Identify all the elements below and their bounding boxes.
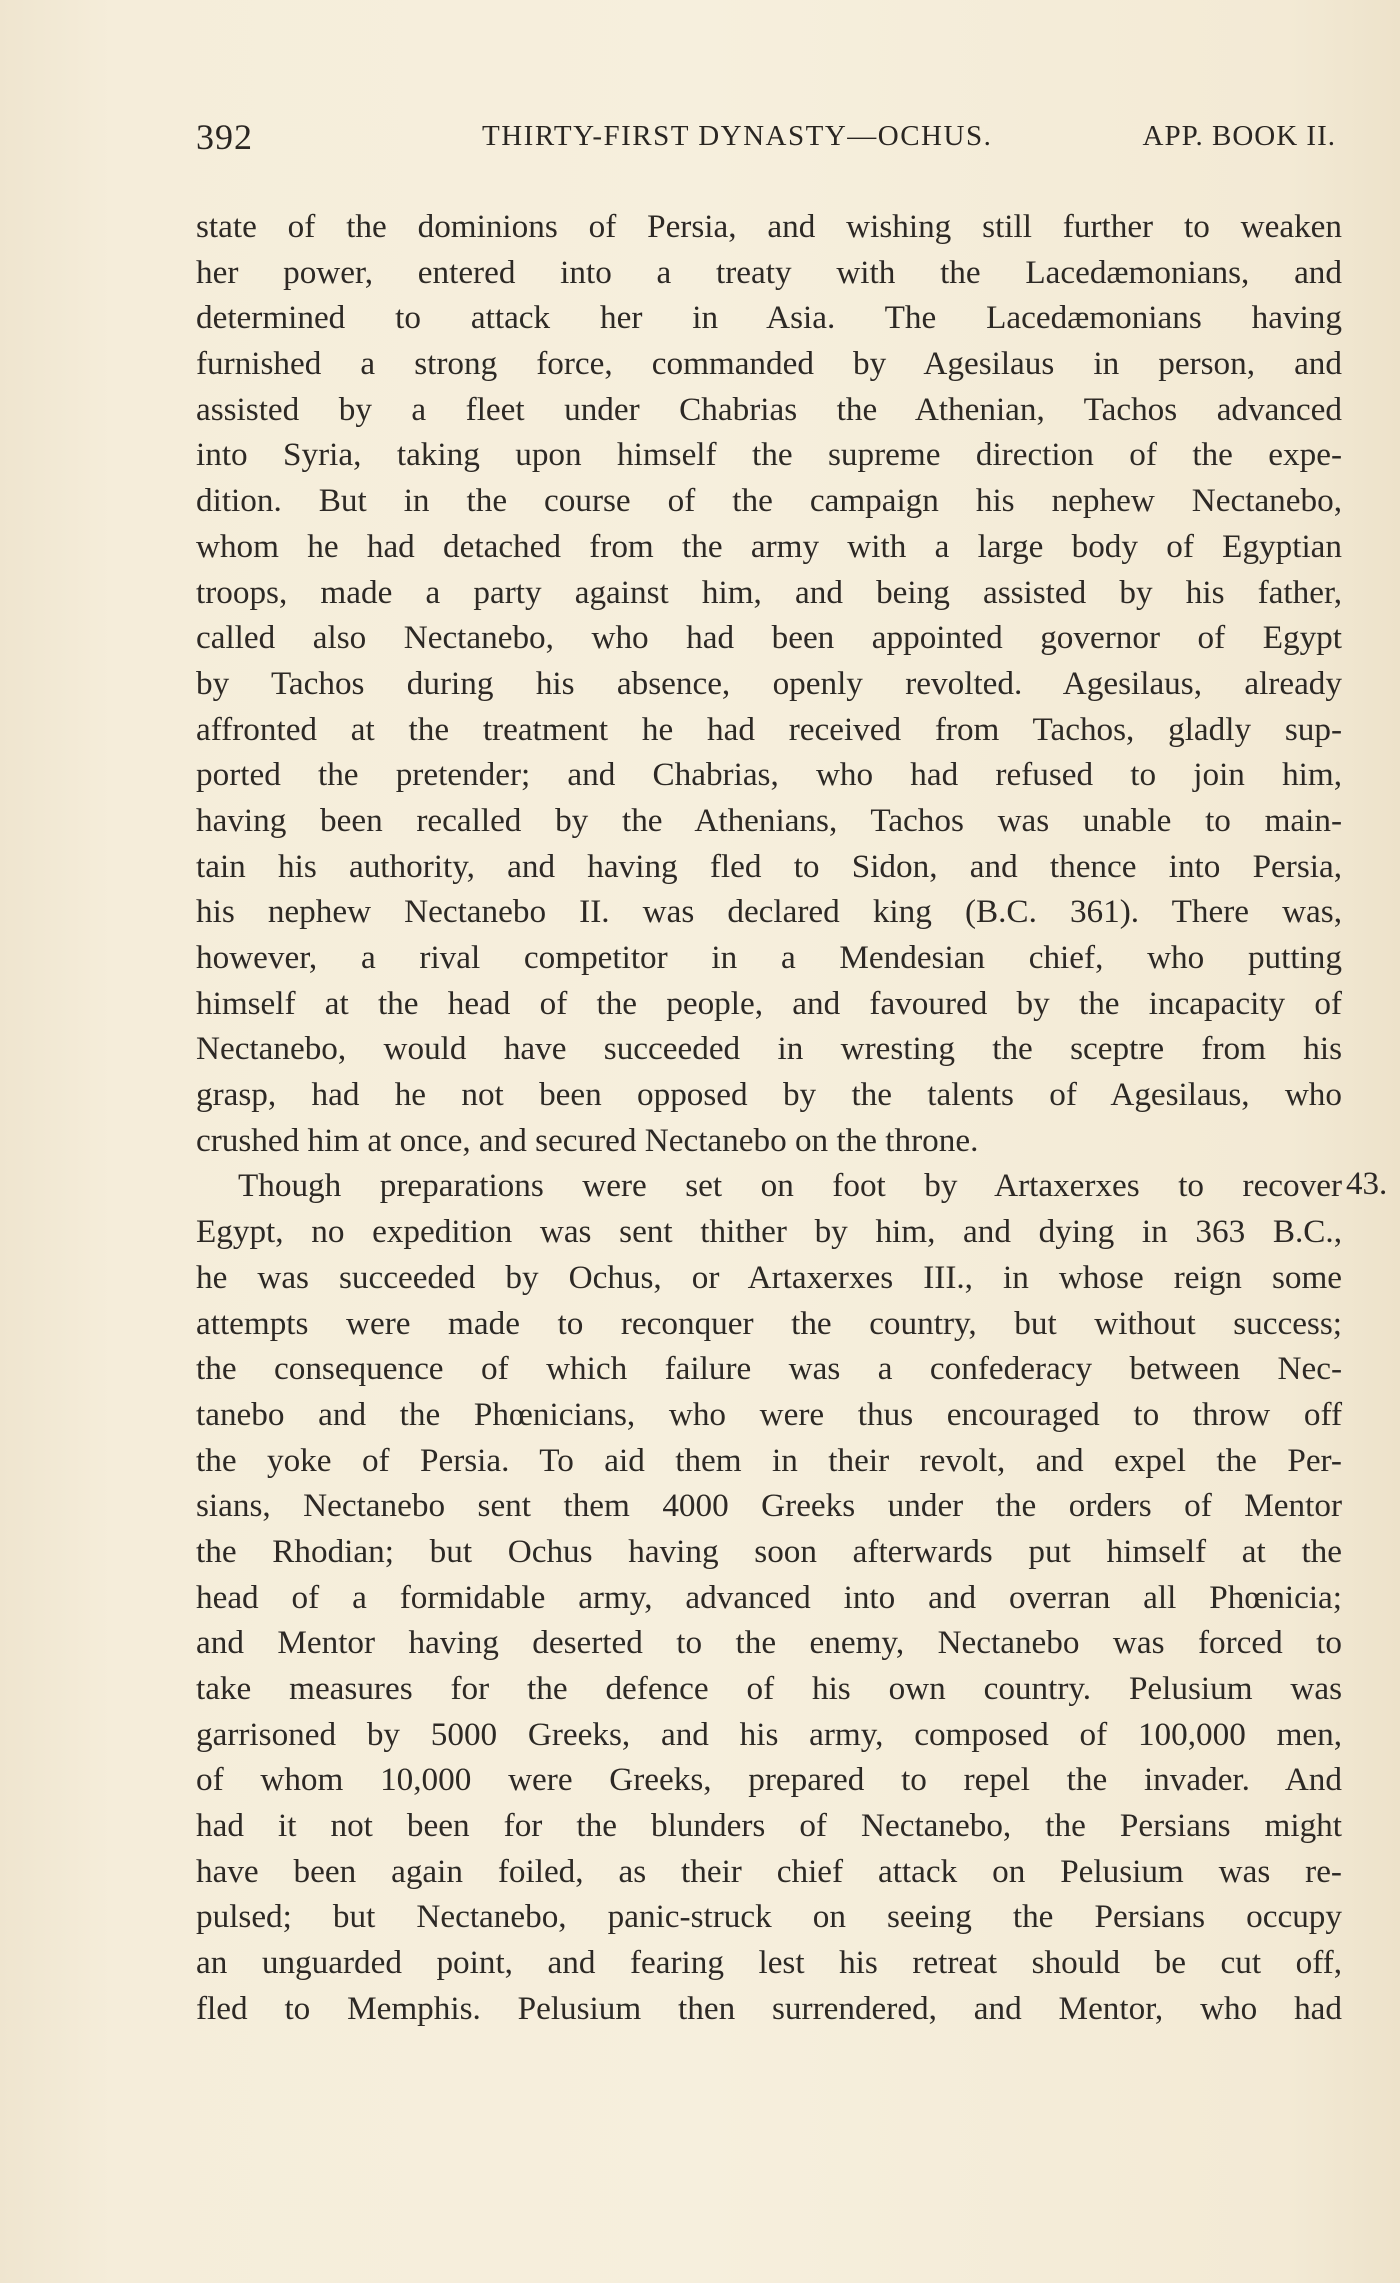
page-number: 392 [196, 117, 253, 157]
text-line: ported the pretender; and Chabrias, who had refused to join him, [196, 756, 1342, 794]
text-line: head of a formidable army, advanced into and overran all Phœnicia; [196, 1578, 1342, 1616]
text-line: have been again foiled, as their chief attack on Pelusium was re- [196, 1852, 1342, 1890]
text-line: fled to Memphis. Pelusium then surrendered, and Mentor, who had [196, 1989, 1342, 2027]
text-line: whom he had detached from the army with a large body of Egyptian [196, 527, 1342, 565]
text-line: her power, entered into a treaty with the Lacedæmonians, and [196, 253, 1342, 291]
page-header [196, 112, 1340, 162]
text-line: attempts were made to reconquer the country, but without success; [196, 1304, 1342, 1342]
text-line: his nephew Nectanebo II. was declared king (B.C. 361). There was, [196, 893, 1342, 931]
text-line: the yoke of Persia. To aid them in their revolt, and expel the Per- [196, 1441, 1342, 1479]
body-text [196, 204, 1342, 2032]
text-line: crushed him at once, and secured Nectanebo on the throne. [196, 1121, 979, 1159]
text-line: he was succeeded by Ochus, or Artaxerxes III., in whose reign some [196, 1258, 1342, 1296]
text-line: tain his authority, and having fled to Sidon, and thence into Persia, [196, 847, 1342, 885]
running-title: THIRTY-FIRST DYNASTY—OCHUS. [482, 120, 993, 152]
text-line: pulsed; but Nectanebo, panic-struck on seeing the Persians occupy [196, 1898, 1342, 1936]
text-line: Nectanebo, would have succeeded in wresting the sceptre from his [196, 1030, 1342, 1068]
text-line: of whom 10,000 were Greeks, prepared to repel the invader. And [196, 1761, 1342, 1799]
text-line: Though preparations were set on foot by Artaxerxes to recover [238, 1167, 1342, 1205]
text-line: determined to attack her in Asia. The Lacedæmonians having [196, 299, 1342, 337]
text-line: dition. But in the course of the campaign his nephew Nectanebo, [196, 482, 1342, 520]
text-line: into Syria, taking upon himself the supreme direction of the expe- [196, 436, 1342, 474]
text-line: however, a rival competitor in a Mendesian chief, who putting [196, 939, 1342, 976]
text-line: grasp, had he not been opposed by the talents of Agesilaus, who [196, 1076, 1342, 1114]
paragraph [196, 1163, 1342, 2031]
text-line: had it not been for the blunders of Nectanebo, the Persians might [196, 1807, 1342, 1845]
text-line: affronted at the treatment he had received from Tachos, gladly sup- [196, 710, 1342, 748]
text-line: having been recalled by the Athenians, Tachos was unable to main- [196, 801, 1342, 839]
text-line: assisted by a fleet under Chabrias the Athenian, Tachos advanced [196, 390, 1342, 428]
text-line: garrisoned by 5000 Greeks, and his army, composed of 100,000 men, [196, 1715, 1342, 1753]
text-line: Egypt, no expedition was sent thither by him, and dying in 363 B.C., [196, 1213, 1342, 1251]
text-line: take measures for the defence of his own country. Pelusium was [196, 1670, 1342, 1707]
text-line: and Mentor having deserted to the enemy, Nectanebo was forced to [196, 1624, 1342, 1662]
text-line: himself at the head of the people, and favoured by the incapacity of [196, 984, 1342, 1022]
text-line: called also Nectanebo, who had been appointed governor of Egypt [196, 619, 1342, 657]
text-line: sians, Nectanebo sent them 4000 Greeks under the orders of Mentor [196, 1487, 1342, 1525]
text-line: the consequence of which failure was a confederacy between Nec- [196, 1350, 1342, 1388]
text-line: by Tachos during his absence, openly revolted. Agesilaus, already [196, 664, 1342, 702]
text-line: troops, made a party against him, and being assisted by his father, [196, 573, 1342, 611]
text-line: the Rhodian; but Ochus having soon afterwards put himself at the [196, 1532, 1342, 1570]
text-line: tanebo and the Phœnicians, who were thus encouraged to throw off [196, 1395, 1342, 1433]
text-line: an unguarded point, and fearing lest his retreat should be cut off, [196, 1944, 1342, 1982]
section-reference: APP. BOOK II. [1142, 120, 1336, 152]
text-line: state of the dominions of Persia, and wishing still further to weaken [196, 208, 1342, 245]
paragraph [196, 204, 1342, 1163]
text-line: furnished a strong force, commanded by Agesilaus in person, and [196, 345, 1342, 383]
margin-note: 43. [1346, 1166, 1388, 1202]
